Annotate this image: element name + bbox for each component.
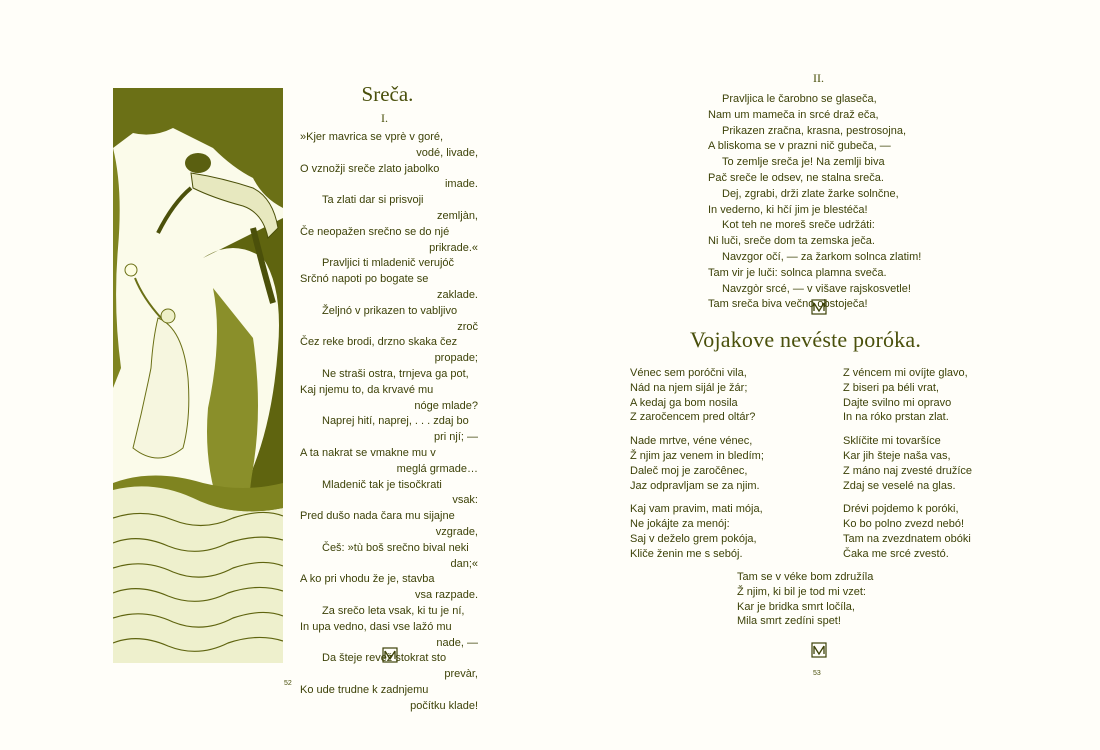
- stanza: [630, 434, 764, 493]
- poem-line: nóge mlade?: [414, 399, 478, 412]
- poem-line: zroč: [457, 320, 478, 333]
- poem-line: Kar je bridka smrt ločíla,: [737, 600, 855, 613]
- poem-line: Ta zlati dar si prisvoji: [322, 194, 424, 207]
- poem-line: Srčnó napoti po bogate se: [300, 273, 429, 286]
- stanza: [630, 502, 764, 561]
- poem-line: Mladenič tak je tisočkrati: [322, 478, 442, 491]
- poem-line: Daleč moj je zaročênec,: [630, 464, 748, 477]
- poem-line: Jaz odpravljam se za njim.: [630, 479, 760, 492]
- poem-line: Pravljici ti mladenič verujóč: [322, 257, 455, 270]
- poem-line: Zdaj se veselé na glas.: [843, 479, 956, 492]
- poem-line: Ž njim, ki bil je tod mi vzet:: [737, 585, 866, 598]
- poem-line: Pač sreče le odsev, ne stalna sreča.: [708, 171, 884, 184]
- poem-line: O vznožji sreče zlato jabolko: [300, 162, 440, 175]
- poem-line: Tam na zvezdnatem obóki: [843, 532, 971, 545]
- poem-line: Sklíčite mi tovaršíce: [843, 435, 941, 448]
- poem-line: Čaka me srcé zvestó.: [843, 547, 949, 560]
- poem-line: Ne straši ostra, trnjeva ga pot,: [322, 367, 469, 380]
- poem-line: Nam um mameča in srcé draž eča,: [708, 108, 879, 121]
- poem-line: Mila smrt zedíni spet!: [737, 615, 841, 628]
- monogram-ornament-icon: [382, 647, 398, 663]
- poem-line: In vederno, ki hčí jim je blestéča!: [708, 203, 868, 216]
- poem-line: zaklade.: [437, 288, 478, 301]
- poem-line: Tam sreča biva večno obstoječa!: [708, 298, 868, 311]
- poem-line: propade;: [434, 352, 478, 365]
- poem-line: Željnó v prikazen to vabljivo: [322, 304, 458, 317]
- stanzas-left-column: [630, 366, 764, 562]
- poem-line: meglá grmade…: [396, 462, 478, 475]
- poem-line: prevàr,: [444, 668, 478, 681]
- illustration-youth-and-fairy: [113, 88, 283, 663]
- poem-line: Kaj njemu to, da krvavé mu: [300, 383, 434, 396]
- section-numeral-i: I.: [381, 111, 388, 125]
- poem-line: A kedaj ga bom nosila: [630, 396, 738, 409]
- poem-title-sreca: Sreča.: [361, 82, 414, 106]
- poem-line: Pravljica le čarobno se glaseča,: [722, 93, 877, 105]
- poem-line: prikrade.«: [429, 241, 478, 254]
- section-numeral-ii: II.: [813, 71, 824, 85]
- poem-line: In na róko prstan zlat.: [843, 411, 949, 424]
- poem-line: Kot teh ne moreš sreče udržáti:: [722, 219, 875, 232]
- poem-line: Za srečo leta vsak, ki tu je ní,: [322, 604, 465, 617]
- poem-line: A ta nakrat se vmakne mu v: [300, 446, 436, 459]
- poem-line: Navzgòr srcé, — v višave rajskosvetle!: [722, 282, 911, 295]
- poem-line: A ko pri vhodu že je, stavba: [300, 573, 435, 586]
- poem-line: Tam vir je luči: solnca plamna sveča.: [708, 266, 887, 279]
- stanza: [630, 366, 764, 425]
- poem-line: Drévi pojdemo k poróki,: [843, 503, 959, 516]
- stanza: [843, 434, 972, 493]
- poem-line: imade.: [444, 178, 478, 191]
- poem-title-vojakove: Vojakove nevéste poróka.: [690, 327, 922, 352]
- monogram-ornament-icon: [811, 642, 827, 658]
- page-number-left: 52: [284, 680, 292, 687]
- poem-line: Ko bo polno zvezd nebó!: [843, 518, 965, 531]
- poem-sreca-text: [300, 130, 478, 714]
- stanzas-right-column: [843, 366, 972, 562]
- poem-line: Čez reke brodi, drzno skaka čez: [300, 336, 458, 349]
- poem-line: Tam se v véke bom združíla: [737, 571, 874, 583]
- stanza: [843, 366, 972, 425]
- poem-line: Naprej hití, naprej, . . . zdaj bo: [322, 415, 469, 428]
- poem-line: Nade mrtve, véne vénec,: [630, 435, 753, 448]
- poem-line: Z véncem mi ovíjte glavo,: [843, 367, 968, 379]
- poem-line: pri njí; —: [433, 431, 478, 444]
- stanza: [843, 502, 972, 561]
- stanza-final: [737, 570, 873, 629]
- poem-line: Kar jih šteje naša vas,: [843, 449, 951, 462]
- poem-line: Ž njim jaz venem in bledím;: [630, 449, 764, 462]
- poem-line: Ko ude trudne k zadnjemu: [300, 683, 429, 696]
- poem-line: Saj v deželo grem pokója,: [630, 532, 757, 545]
- poem-line: Kaj vam pravim, mati mója,: [630, 503, 763, 516]
- poem-line: Ni luči, sreče dom ta zemska ječa.: [708, 235, 875, 248]
- page-number-right: 53: [813, 670, 821, 677]
- poem-line: vsa razpade.: [415, 589, 478, 602]
- poem-sreca-part-two: [708, 92, 940, 313]
- poem-line: Češ: »tù boš srečno bival neki: [322, 541, 469, 554]
- poem-line: počítku klade!: [410, 699, 478, 712]
- poem-line: dan;«: [450, 557, 478, 570]
- poem-line: Če neopažen srečno se do njé: [300, 225, 450, 238]
- poem-line: vodé, livade,: [416, 146, 478, 159]
- poem-line: To zemlje sreča je! Na zemlji biva: [722, 156, 885, 169]
- poem-line: A bliskoma se v prazni nič gubeča, —: [708, 140, 891, 153]
- poem-line: Navzgor očí, — za žarkom solnca zlatim!: [722, 250, 922, 263]
- monogram-ornament-icon: [811, 299, 827, 315]
- poem-line: Z biseri pa béli vrat,: [843, 381, 939, 394]
- poem-line: Vénec sem poróčni vila,: [630, 367, 747, 379]
- poem-line: Ne jokájte za menój:: [630, 518, 730, 531]
- poem-line: Dajte svilno mi opravo: [843, 396, 952, 409]
- poem-line: vsak:: [452, 494, 478, 507]
- poem-line: In upa vedno, dasi vse lažó mu: [300, 620, 452, 633]
- poem-line: Prikazen zračna, krasna, pestrosojna,: [722, 124, 907, 137]
- poem-line: Dej, zgrabi, drži zlate žarke solnčne,: [722, 187, 899, 200]
- poem-line: »Kjer mavrica se vprè v goré,: [300, 131, 444, 143]
- poem-line: vzgrade,: [435, 525, 478, 538]
- poem-line: Kliče ženin me s sebój.: [630, 547, 743, 560]
- poem-line: Z zaročencem pred oltár?: [630, 411, 756, 424]
- poem-line: Pred dušo nada čara mu sijajne: [300, 510, 455, 523]
- poem-line: Nád na njem sijál je žár;: [630, 381, 748, 394]
- poem-line: nade, —: [436, 636, 478, 649]
- poem-line: Da šteje revež stokrat sto: [322, 652, 447, 665]
- poem-line: zemljàn,: [437, 209, 478, 222]
- poem-line: Z máno naj zvesté družíce: [843, 464, 973, 477]
